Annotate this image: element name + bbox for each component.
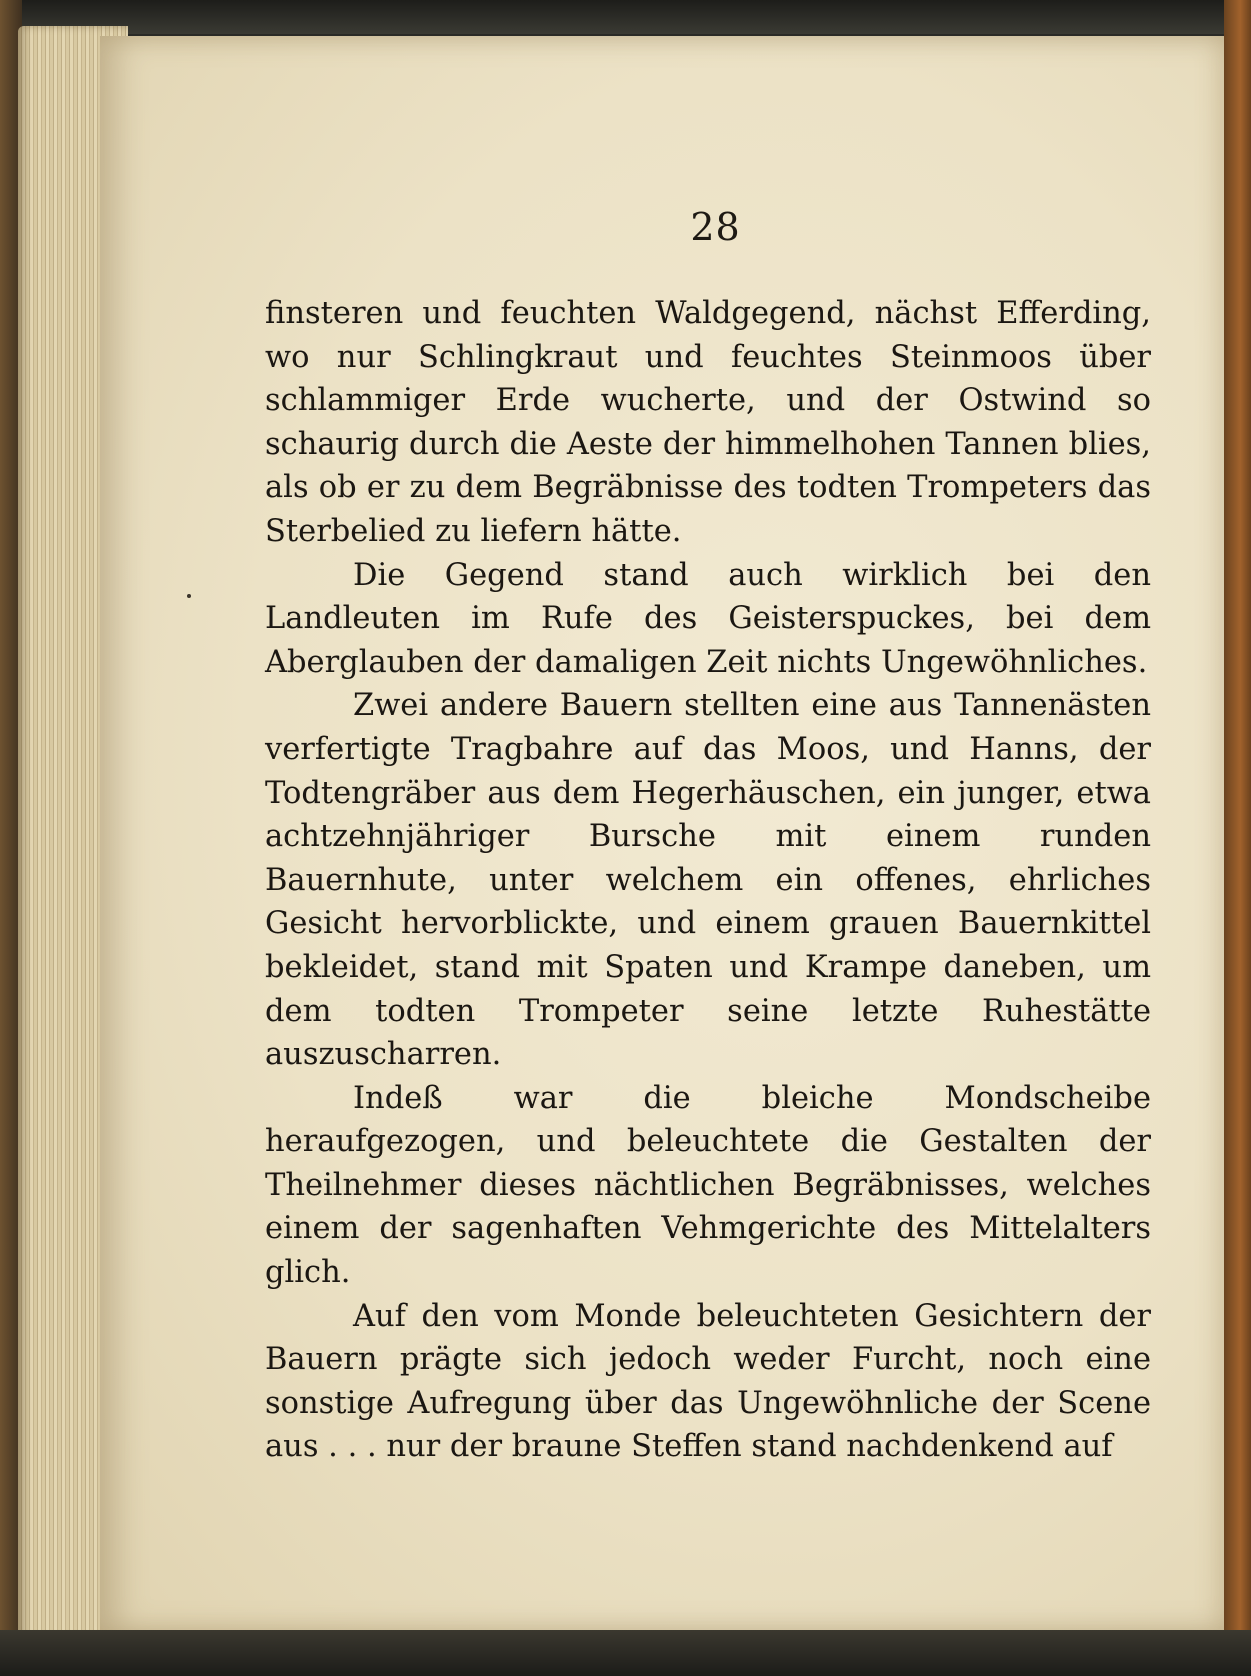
paragraph-4: Indeß war die bleiche Mondscheibe heraufgezogen, und beleuchtete die Gestalten der Theilnehmer dieses nächtlichen Begräbnisses, welches einem der sagenhaften Vehmgerichte des Mittelalters glich.	[265, 1080, 1151, 1291]
paragraph-3: Zwei andere Bauern stellten eine aus Tannenästen verfertigte Tragbahre auf das Moos, und Hanns, der Todtengräber aus dem Hegerhäuschen, ein junger, etwa achtzehnjähriger Bursche mit einem runden Bauernhute, unter welchem ein offenes, ehrliches Gesicht hervorblickte, und einem grauen Bauernkittel bekleidet, stand mit Spaten und Krampe daneben, um dem todten Trompeter seine letzte Ruhestätte auszuscharren.	[265, 688, 1151, 1073]
paragraph-2: Die Gegend stand auch wirklich bei den Landleuten im Rufe des Geisterspuckes, bei dem Aberglauben der damaligen Zeit nichts Ungewöhnliches.	[265, 557, 1151, 680]
paragraph-1: finsteren und feuchten Waldgegend, nächst Efferding, wo nur Schlingkraut und feuchtes Steinmoos über schlammiger Erde wucherte, und der Ostwind so schaurig durch die Aeste der himmelhohen Tannen blies, als ob er zu dem Begräbnisse des todten Trompeters das Sterbelied zu liefern hätte.	[265, 296, 1151, 549]
page-number: 28	[690, 205, 741, 249]
paragraph-5: Auf den vom Monde beleuchteten Gesichtern der Bauern prägte sich jedoch weder Furcht, noch eine sonstige Aufregung über das Ungewöhnliche der Scene aus . . . nur der braune Steffen stand nachdenkend auf	[265, 1298, 1151, 1465]
ink-speck	[187, 594, 191, 598]
book-cover-right-edge	[1224, 0, 1251, 1676]
body-text	[265, 292, 1151, 1469]
book-cover-top-edge	[0, 0, 1251, 34]
book-cover-bottom-edge	[0, 1630, 1251, 1676]
